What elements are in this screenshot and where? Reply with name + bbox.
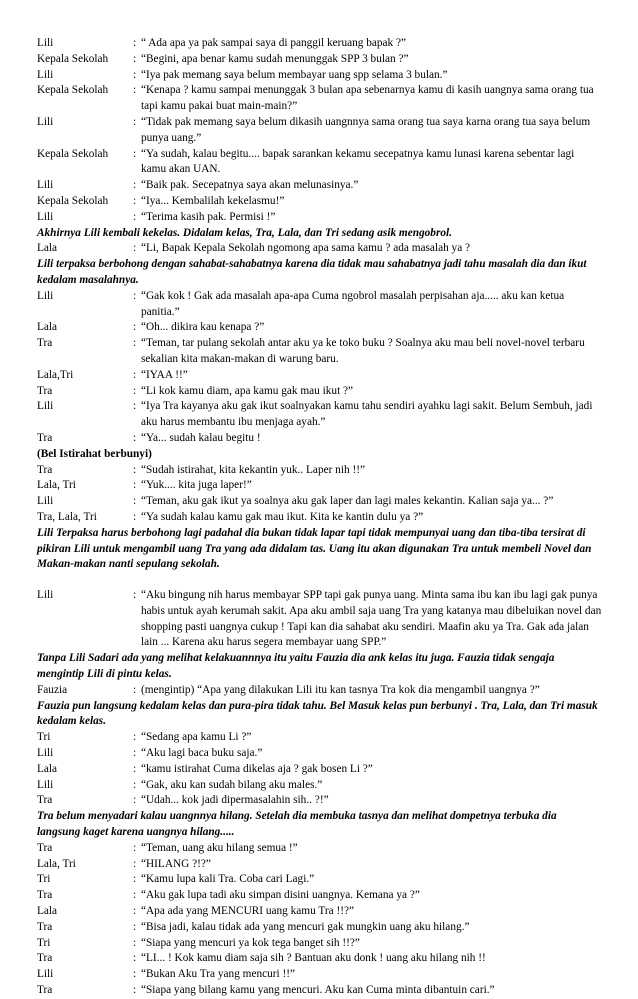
speaker-name: Kepala Sekolah xyxy=(37,84,109,97)
colon: : xyxy=(133,731,137,744)
dialogue-line xyxy=(37,115,602,147)
colon: : xyxy=(133,400,137,413)
colon: : xyxy=(133,968,137,981)
dialogue-line xyxy=(37,336,602,368)
dialogue-line xyxy=(37,68,602,84)
speaker-name: Kepala Sekolah xyxy=(37,52,109,65)
dialogue-text: “kamu istirahat Cuma dikelas aja ? gak bosen Li ?” xyxy=(141,762,373,775)
colon: : xyxy=(133,210,137,223)
colon: : xyxy=(133,37,137,49)
speaker-name: Lala xyxy=(37,321,58,334)
dialogue-line xyxy=(37,888,602,904)
colon: : xyxy=(133,384,137,397)
script-text xyxy=(37,36,602,999)
dialogue-line xyxy=(37,857,602,873)
colon: : xyxy=(133,84,137,97)
speaker-name: Kepala Sekolah xyxy=(37,147,109,160)
dialogue-text: “Teman, tar pulang sekolah antar aku ya ke toko buku ? Soalnya aku mau beli novel-novel terbaru sekalian kita makan-makan di warung baru. xyxy=(141,337,585,365)
dialogue-text: “Iya pak memang saya belum membayar uang spp selama 3 bulan.” xyxy=(141,68,448,81)
speaker-name: Tra xyxy=(37,431,53,444)
dialogue-text: “Baik pak. Secepatnya saya akan melunasinya.” xyxy=(141,179,359,192)
dialogue-text: “Ya... sudah kalau begitu ! xyxy=(141,431,261,444)
dialogue-line xyxy=(37,194,602,210)
dialogue-line xyxy=(37,920,602,936)
dialogue-text: “HILANG ?!?” xyxy=(141,857,211,870)
dialogue-text: “Udah... kok jadi dipermasalahin sih.. ?!” xyxy=(141,794,329,807)
speaker-name: Fauzia xyxy=(37,683,68,696)
dialogue-text: “Teman, aku gak ikut ya soalnya aku gak laper dan lagi males kekantin. Kalian saja ya... ?” xyxy=(141,495,554,508)
dialogue-text: “Bisa jadi, kalau tidak ada yang mencuri gak mungkin uang aku hilang.” xyxy=(141,920,470,933)
colon: : xyxy=(133,762,137,775)
dialogue-text: “Iya... Kembalilah kekelasmu!” xyxy=(141,194,285,207)
speaker-name: Tri xyxy=(37,873,51,886)
colon: : xyxy=(133,68,137,81)
colon: : xyxy=(133,794,137,807)
speaker-name: Tra, Lala, Tri xyxy=(37,510,97,523)
dialogue-text: “IYAA !!” xyxy=(141,368,188,381)
speaker-name: Tra xyxy=(37,984,53,997)
colon: : xyxy=(133,115,137,128)
dialogue-text: “Begini, apa benar kamu sudah menunggak SPP 3 bulan ?” xyxy=(141,52,409,65)
dialogue-line xyxy=(37,730,602,746)
speaker-name: Lili xyxy=(37,747,54,760)
speaker-name: Lili xyxy=(37,37,54,49)
speaker-name: Lili xyxy=(37,68,54,81)
colon: : xyxy=(133,873,137,886)
dialogue-line xyxy=(37,210,602,226)
dialogue-text: “Sedang apa kamu Li ?” xyxy=(141,731,252,744)
speaker-name: Tra xyxy=(37,794,53,807)
dialogue-text: “Li kok kamu diam, apa kamu gak mau ikut ?” xyxy=(141,384,354,397)
stage-direction: (Bel Istirahat berbunyi) xyxy=(37,447,152,460)
dialogue-line xyxy=(37,83,602,115)
dialogue-line xyxy=(37,52,602,68)
dialogue-line xyxy=(37,778,602,794)
dialogue-line xyxy=(37,478,602,494)
narration: Akhirnya Lili kembali kekelas. Didalam kelas, Tra, Lala, dan Tri sedang asik mengobrol. xyxy=(37,226,452,239)
speaker-name: Lili xyxy=(37,179,54,192)
colon: : xyxy=(133,495,137,508)
speaker-name: Tri xyxy=(37,731,51,744)
speaker-name: Tra xyxy=(37,952,53,965)
dialogue-line xyxy=(37,746,602,762)
speaker-name: Tra xyxy=(37,463,53,476)
dialogue-text: “Aku bingung nih harus membayar SPP tapi gak punya uang. Minta sama ibu kan ibu lagi gak punya habis untuk ayah kerumah sakit. Apa aku ambil saja uang Tra yang katanya mau dibeluikan novel dan shopping pasti uangnya cukup ! Tapi kan dia sahabat aku sendiri. Maafin aku ya Tra. Gak ada jalan lain ... Karena aku harus segera membayar uang SPP.” xyxy=(141,589,602,649)
colon: : xyxy=(133,194,137,207)
dialogue-text: “Kenapa ? kamu sampai menunggak 3 bulan apa sebenarnya kamu di kasih uangnya sama orang tua tapi kamu pakai buat main-main?” xyxy=(141,84,594,113)
colon: : xyxy=(133,952,137,965)
speaker-name: Lala xyxy=(37,242,58,255)
narration: Lili Terpaksa harus berbohong lagi padahal dia bukan tidak lapar tapi tidak mempunyai uang dan tiba-tiba tersirat di pikiran Lili untuk mengambil uang Tra yang ada didalam tas. Uang itu akan digunakan Tra untuk membeli Novel dan Makan-makan nanti sepulang sekolah. xyxy=(37,526,592,571)
dialogue-line xyxy=(37,936,602,952)
speaker-name: Lili xyxy=(37,210,54,223)
narration: Tanpa Lili Sadari ada yang melihat kelakuannnya itu yaitu Fauzia dia ank kelas itu juga. Fauzia tidak sengaja mengintip Lili di pintu kelas. xyxy=(37,652,555,681)
dialogue-text: “Ya sudah kalau kamu gak mau ikut. Kita ke kantin dulu ya ?” xyxy=(141,510,424,523)
dialogue-text: “Apa ada yang MENCURI uang kamu Tra !!?” xyxy=(141,905,355,918)
dialogue-text: “Gak, aku kan sudah bilang aku males.” xyxy=(141,778,323,791)
colon: : xyxy=(133,337,137,350)
narration: Lili terpaksa berbohong dengan sahabat-sahabatnya karena dia tidak mau sahabatnya jadi tahu masalah dia dan ikut kedalam masalahnya. xyxy=(37,258,587,286)
dialogue-text: “Yuk.... kita juga laper!” xyxy=(141,479,252,492)
colon: : xyxy=(133,463,137,476)
dialogue-line xyxy=(37,762,602,778)
speaker-name: Lala xyxy=(37,762,58,775)
colon: : xyxy=(133,289,137,302)
dialogue-text: “Li, Bapak Kepala Sekolah ngomong apa sama kamu ? ada masalah ya ? xyxy=(141,242,471,255)
colon: : xyxy=(133,841,137,854)
dialogue-line xyxy=(37,241,602,257)
colon: : xyxy=(133,242,137,255)
colon: : xyxy=(133,431,137,444)
dialogue-text: “ Ada apa ya pak sampai saya di panggil keruang bapak ?” xyxy=(141,37,407,49)
colon: : xyxy=(133,479,137,492)
colon: : xyxy=(133,589,137,602)
dialogue-line xyxy=(37,983,602,999)
colon: : xyxy=(133,778,137,791)
dialogue-text: “Bukan Aku Tra yang mencuri !!” xyxy=(141,968,296,981)
colon: : xyxy=(133,179,137,192)
dialogue-line xyxy=(37,463,602,479)
dialogue-line xyxy=(37,793,602,809)
speaker-name: Lili xyxy=(37,589,54,602)
dialogue-text: “Aku gak lupa tadi aku simpan disini uangnya. Kemana ya ?” xyxy=(141,889,420,902)
colon: : xyxy=(133,147,137,160)
colon: : xyxy=(133,889,137,902)
colon: : xyxy=(133,747,137,760)
dialogue-line xyxy=(37,951,602,967)
dialogue-line xyxy=(37,320,602,336)
speaker-name: Tri xyxy=(37,936,51,949)
speaker-name: Lili xyxy=(37,289,54,302)
speaker-name: Lala xyxy=(37,905,58,918)
dialogue-text: (mengintip) “Apa yang dilakukan Lili itu kan tasnya Tra kok dia mengambil uangnya ?” xyxy=(141,683,540,696)
dialogue-line xyxy=(37,289,602,321)
colon: : xyxy=(133,321,137,334)
dialogue-text: “Aku lagi baca buku saja.” xyxy=(141,747,263,760)
dialogue-line xyxy=(37,510,602,526)
dialogue-line xyxy=(37,178,602,194)
colon: : xyxy=(133,683,137,696)
colon: : xyxy=(133,510,137,523)
dialogue-line xyxy=(37,399,602,431)
dialogue-line xyxy=(37,384,602,400)
dialogue-line xyxy=(37,872,602,888)
speaker-name: Lala,Tri xyxy=(37,368,74,381)
speaker-name: Tra xyxy=(37,889,53,902)
dialogue-text: “Teman, uang aku hilang semua !” xyxy=(141,841,298,854)
colon: : xyxy=(133,905,137,918)
dialogue-line xyxy=(37,588,602,651)
speaker-name: Lili xyxy=(37,778,54,791)
narration: Tra belum menyadari kalau uangnnya hilang. Setelah dia membuka tasnya dan melihat dompetnya terbuka dia langsung kaget karena uangnya hilang..... xyxy=(37,810,557,839)
speaker-name: Tra xyxy=(37,841,53,854)
dialogue-line xyxy=(37,904,602,920)
speaker-name: Lala, Tri xyxy=(37,479,76,492)
dialogue-line xyxy=(37,147,602,179)
colon: : xyxy=(133,368,137,381)
speaker-name: Lili xyxy=(37,495,54,508)
colon: : xyxy=(133,920,137,933)
narration: Fauzia pun langsung kedalam kelas dan pura-pira tidak tahu. Bel Masuk kelas pun berbunyi . Tra, Lala, dan Tri masuk kedalam kelas. xyxy=(37,699,598,728)
speaker-name: Tra xyxy=(37,384,53,397)
dialogue-text: “Siapa yang bilang kamu yang mencuri. Aku kan Cuma minta dibantuin cari.” xyxy=(141,984,495,997)
colon: : xyxy=(133,52,137,65)
dialogue-text: “Tidak pak memang saya belum dikasih uangnnya sama orang tua saya karna orang tua saya belum punya uang.” xyxy=(141,115,591,144)
dialogue-line xyxy=(37,967,602,983)
speaker-name: Lili xyxy=(37,968,54,981)
dialogue-text: “Gak kok ! Gak ada masalah apa-apa Cuma ngobrol masalah perpisahan aja..... aku kan ketua panitia.” xyxy=(141,289,565,318)
dialogue-text: “Ya sudah, kalau begitu.... bapak sarankan kekamu secepatnya kamu lunasi karena sebentar lagi kamu akan UAN. xyxy=(141,147,575,176)
dialogue-text: “Siapa yang mencuri ya kok tega banget sih !!?” xyxy=(141,936,360,949)
speaker-name: Tra xyxy=(37,337,53,350)
blank-line xyxy=(37,573,602,588)
dialogue-line xyxy=(37,494,602,510)
dialogue-line xyxy=(37,683,602,699)
speaker-name: Lili xyxy=(37,115,54,128)
dialogue-text: “LI... ! Kok kamu diam saja sih ? Bantuan aku donk ! uang aku hilang nih !! xyxy=(141,952,486,965)
colon: : xyxy=(133,857,137,870)
speaker-name: Lala, Tri xyxy=(37,857,76,870)
dialogue-text: “Kamu lupa kali Tra. Coba cari Lagi.” xyxy=(141,873,315,886)
dialogue-text: “Sudah istirahat, kita kekantin yuk.. Laper nih !!” xyxy=(141,463,365,476)
speaker-name: Tra xyxy=(37,920,53,933)
dialogue-line xyxy=(37,431,602,447)
dialogue-text: “Iya Tra kayanya aku gak ikut soalnyakan kamu tahu sendiri ayahku lagi sakit. Belum Sembuh, jadi aku harus membantu ibu menjaga ayah.” xyxy=(141,400,593,429)
speaker-name: Kepala Sekolah xyxy=(37,194,109,207)
colon: : xyxy=(133,984,137,997)
dialogue-text: “Oh... dikira kau kenapa ?” xyxy=(141,321,265,334)
dialogue-line xyxy=(37,36,602,52)
speaker-name: Lili xyxy=(37,400,54,413)
dialogue-line xyxy=(37,841,602,857)
dialogue-text: “Terima kasih pak. Permisi !” xyxy=(141,210,276,223)
dialogue-line xyxy=(37,368,602,384)
colon: : xyxy=(133,936,137,949)
